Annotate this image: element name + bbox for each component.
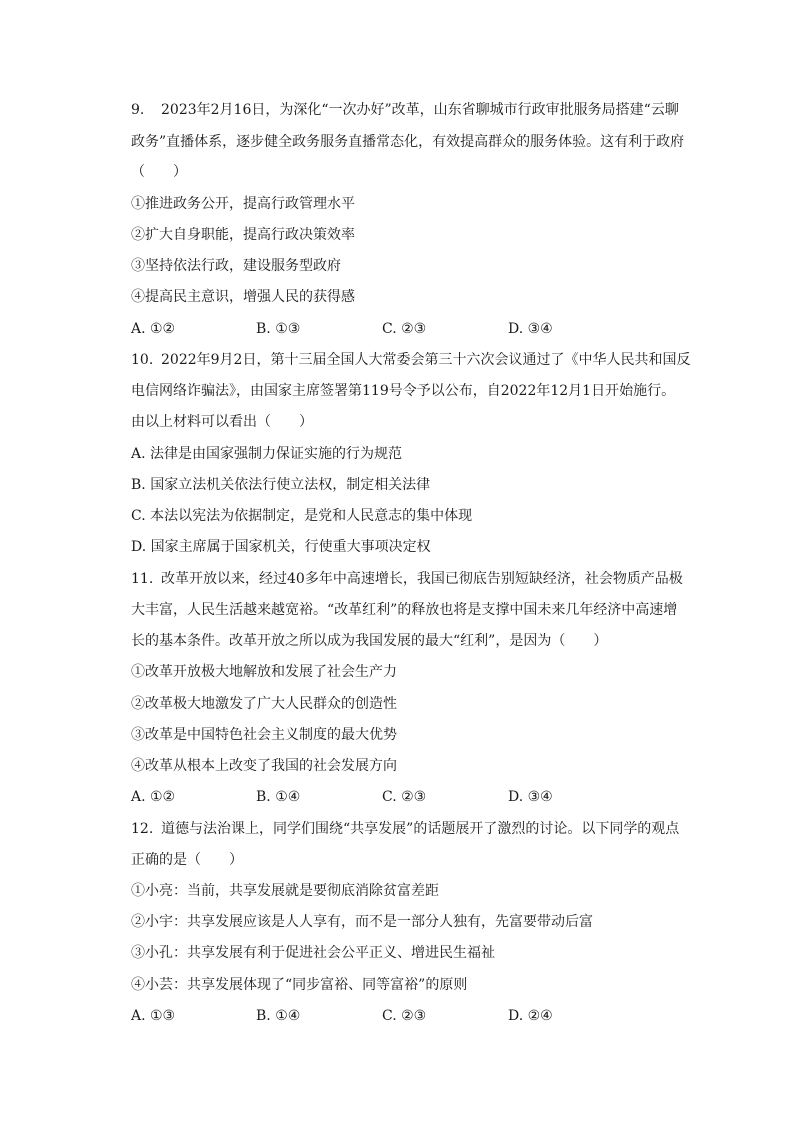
q12-statement-3: ③小孔：共享发展有利于促进社会公平正义、增进民生福祉 bbox=[131, 945, 495, 961]
q12-statement-4: ④小芸：共享发展体现了“同步富裕、同等富裕”的原则 bbox=[131, 977, 468, 993]
q12-statement-2: ②小宇：共享发展应该是人人享有，而不是一部分人独有，先富要带动后富 bbox=[131, 914, 593, 930]
q11-statement-2: ②改革极大地激发了广大人民群众的创造性 bbox=[131, 696, 397, 712]
q10-choice-c: C. 本法以宪法为依据制定，是党和人民意志的集中体现 bbox=[131, 508, 473, 524]
q9-stem-line-2: 政务”直播体系，逐步健全政务服务直播常态化，有效提高群众的服务体验。这有利于政府 bbox=[131, 134, 685, 150]
q12-statement-1: ①小亮：当前，共享发展就是要彻底消除贫富差距 bbox=[131, 883, 439, 899]
q9-option-c: C. ②③ bbox=[382, 321, 427, 337]
q9-stem-line-1: 9. 2023年2月16日，为深化“一次办好”改革，山东省聊城市行政审批服务局搭建“云聊 bbox=[131, 102, 679, 118]
q11-option-d: D. ③④ bbox=[508, 789, 553, 805]
q12-option-a: A. ①③ bbox=[131, 1008, 176, 1024]
q11-options bbox=[131, 788, 691, 806]
q9-stem-line-3: （ ） bbox=[131, 164, 187, 180]
q9-statement-4: ④提高民主意识，增强人民的获得感 bbox=[131, 289, 355, 305]
q11-option-c: C. ②③ bbox=[382, 789, 427, 805]
q11-stem-line-3: 长的基本条件。改革开放之所以成为我国发展的最大“红利”，是因为（ ） bbox=[131, 633, 608, 649]
q10-number: 10. bbox=[131, 352, 154, 368]
q9-option-a: A. ①② bbox=[131, 321, 176, 337]
q12-number: 12. bbox=[131, 821, 154, 837]
q9-option-d: D. ③④ bbox=[508, 321, 553, 337]
q10-choice-a: A. 法律是由国家强制力保证实施的行为规范 bbox=[131, 446, 403, 462]
q11-statement-4: ④改革从根本上改变了我国的社会发展方向 bbox=[131, 758, 397, 774]
q9-statement-3: ③坚持依法行政，建设服务型政府 bbox=[131, 258, 341, 274]
q12-option-c: C. ②③ bbox=[382, 1008, 427, 1024]
q12-options bbox=[131, 1007, 691, 1025]
q9-statement-2: ②扩大自身职能，提高行政决策效率 bbox=[131, 227, 355, 243]
q10-stem-line-1: 10. 2022年9月2日，第十三届全国人大常委会第三十六次会议通过了《中华人民共和国反 bbox=[131, 352, 691, 368]
q11-stem-line-2: 大丰富，人民生活越来越宽裕。“改革红利”的释放也将是支撑中国未来几年经济中高速增 bbox=[131, 602, 678, 618]
q12-option-d: D. ②④ bbox=[508, 1008, 553, 1024]
q11-statement-1: ①改革开放极大地解放和发展了社会生产力 bbox=[131, 664, 397, 680]
q11-option-b: B. ①④ bbox=[256, 789, 301, 805]
q10-stem-line-2: 电信网络诈骗法》，由国家主席签署第119号令予以公布，自2022年12月1日开始施行。 bbox=[131, 383, 676, 399]
q10-choice-d: D. 国家主席属于国家机关，行使重大事项决定权 bbox=[131, 539, 431, 555]
q9-option-b: B. ①③ bbox=[256, 321, 301, 337]
q12-stem-line-1: 12. 道德与法治课上，同学们围绕“共享发展”的话题展开了激烈的讨论。以下同学的观点 bbox=[131, 821, 680, 837]
q11-option-a: A. ①② bbox=[131, 789, 176, 805]
q10-stem-line-3: 由以上材料可以看出（ ） bbox=[131, 414, 313, 430]
q11-number: 11. bbox=[131, 571, 154, 587]
q10-choice-b: B. 国家立法机关依法行使立法权，制定相关法律 bbox=[131, 477, 431, 493]
q9-options bbox=[131, 320, 691, 338]
q11-statement-3: ③改革是中国特色社会主义制度的最大优势 bbox=[131, 727, 397, 743]
q12-stem-line-2: 正确的是（ ） bbox=[131, 852, 243, 868]
q9-number: 9. bbox=[131, 102, 145, 118]
q11-stem-line-1: 11. 改革开放以来，经过40多年中高速增长，我国已彻底告别短缺经济，社会物质产品极 bbox=[131, 571, 683, 587]
q9-statement-1: ①推进政务公开，提高行政管理水平 bbox=[131, 196, 355, 212]
q12-option-b: B. ①④ bbox=[256, 1008, 301, 1024]
